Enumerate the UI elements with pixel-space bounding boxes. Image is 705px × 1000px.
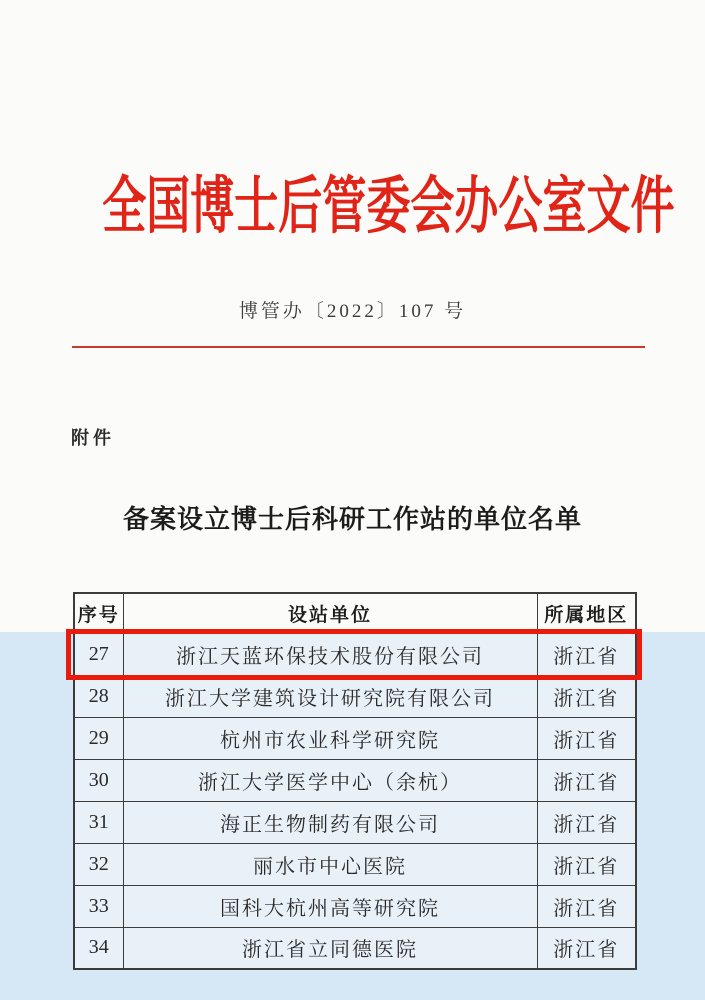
row-number-cell: 34 [74, 927, 123, 969]
document-number: 博管办〔2022〕107 号 [238, 301, 467, 322]
list-title: 备案设立博士后科研工作站的单位名单 [122, 505, 582, 534]
unit-cell: 浙江省立同德医院 [123, 927, 537, 969]
region-cell: 浙江省 [537, 885, 636, 927]
region-cell: 浙江省 [537, 675, 636, 717]
region-cell: 浙江省 [537, 633, 636, 675]
row-number-cell: 29 [74, 717, 123, 759]
table-row [74, 633, 636, 675]
region-cell: 浙江省 [537, 843, 636, 885]
col-header-region: 所属地区 [537, 593, 636, 633]
row-number-cell: 31 [74, 801, 123, 843]
region-cell: 浙江省 [537, 927, 636, 969]
table-row [74, 927, 636, 969]
unit-cell: 浙江天蓝环保技术股份有限公司 [123, 633, 537, 675]
col-header-unit: 设站单位 [123, 593, 537, 633]
region-cell: 浙江省 [537, 759, 636, 801]
table-header-row [74, 593, 636, 633]
row-number-cell: 28 [74, 675, 123, 717]
table-row [74, 801, 636, 843]
table-row [74, 759, 636, 801]
table-row [74, 843, 636, 885]
row-number-cell: 30 [74, 759, 123, 801]
row-number-cell: 27 [74, 633, 123, 675]
row-number-cell: 33 [74, 885, 123, 927]
table-row [74, 675, 636, 717]
document-header-title: 全国博士后管委会办公室文件 [102, 173, 675, 241]
row-number-cell: 32 [74, 843, 123, 885]
col-header-number: 序号 [74, 593, 123, 633]
table-row [74, 885, 636, 927]
unit-cell: 海正生物制药有限公司 [123, 801, 537, 843]
region-cell: 浙江省 [537, 717, 636, 759]
units-table [73, 592, 637, 970]
unit-cell: 浙江大学建筑设计研究院有限公司 [123, 675, 537, 717]
attachment-label: 附件 [71, 428, 115, 448]
unit-cell: 国科大杭州高等研究院 [123, 885, 537, 927]
unit-cell: 丽水市中心医院 [123, 843, 537, 885]
region-cell: 浙江省 [537, 801, 636, 843]
table-row [74, 717, 636, 759]
red-divider-line [72, 346, 645, 348]
unit-cell: 浙江大学医学中心（余杭） [123, 759, 537, 801]
unit-cell: 杭州市农业科学研究院 [123, 717, 537, 759]
